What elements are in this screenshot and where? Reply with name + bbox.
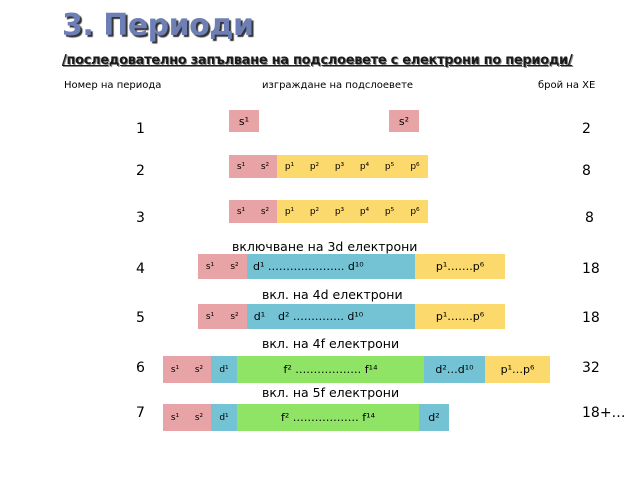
p2-cell: p² xyxy=(302,155,327,178)
period-number: 2 xyxy=(136,163,145,179)
d1-cell: d¹ xyxy=(247,304,272,329)
element-count: 2 xyxy=(582,121,591,137)
p-subshell-cell: p¹…….p⁶ xyxy=(415,254,505,279)
s1-cell: s¹ xyxy=(229,155,253,178)
note-4f: вкл. на 4f електрони xyxy=(262,336,400,351)
p5-cell: p⁵ xyxy=(377,200,402,223)
header-count: брой на ХЕ xyxy=(538,80,596,91)
s2-cell: s² xyxy=(253,200,277,223)
element-count: 8 xyxy=(585,210,594,226)
s2-cell: s² xyxy=(187,356,211,383)
header-filling: изграждане на подслоевете xyxy=(262,80,414,91)
note-4d: вкл. на 4d електрони xyxy=(262,287,403,302)
p3-cell: p³ xyxy=(327,200,352,223)
d-subshell-cell: d¹ ……….……….. d¹⁰ xyxy=(247,254,415,279)
s1-cell: s¹ xyxy=(229,200,253,223)
period-number: 1 xyxy=(136,121,145,137)
element-count: 18+… xyxy=(582,405,626,421)
p4-cell: p⁴ xyxy=(352,155,377,178)
s1-cell: s¹ xyxy=(163,404,187,431)
p2-cell: p² xyxy=(302,200,327,223)
s2-cell: s² xyxy=(222,254,247,279)
header-period: Номер на периода xyxy=(64,80,162,91)
p6-cell: p⁶ xyxy=(402,155,428,178)
p-subshell-cell: p¹…p⁶ xyxy=(485,356,550,383)
s1-cell: s¹ xyxy=(198,304,222,329)
period-number: 3 xyxy=(136,210,145,226)
d-subshell-cell: d² xyxy=(419,404,449,431)
d-subshell-cell: d²…d¹⁰ xyxy=(424,356,485,383)
element-count: 18 xyxy=(582,261,600,277)
s1-cell: s¹ xyxy=(198,254,222,279)
s1-cell: s¹ xyxy=(229,110,259,132)
p1-cell: p¹ xyxy=(277,200,302,223)
note-3d: включване на 3d електрони xyxy=(232,239,418,254)
page-subtitle: /последователно запълване на подслоевете с електрони по периоди/ xyxy=(62,53,573,68)
s2-cell: s² xyxy=(222,304,247,329)
page-title: 3. Периоди xyxy=(62,8,254,43)
element-count: 32 xyxy=(582,360,600,376)
note-5f: вкл. на 5f електрони xyxy=(262,385,400,400)
s2-cell: s² xyxy=(187,404,211,431)
p3-cell: p³ xyxy=(327,155,352,178)
f-subshell-cell: f² ……………… f¹⁴ xyxy=(237,356,424,383)
p5-cell: p⁵ xyxy=(377,155,402,178)
s2-cell: s² xyxy=(389,110,419,132)
s1-cell: s¹ xyxy=(163,356,187,383)
d1-cell: d¹ xyxy=(211,404,237,431)
element-count: 8 xyxy=(582,163,591,179)
period-number: 6 xyxy=(136,360,145,376)
p-subshell-cell: p¹…….p⁶ xyxy=(415,304,505,329)
p4-cell: p⁴ xyxy=(352,200,377,223)
period-number: 7 xyxy=(136,405,145,421)
period-number: 5 xyxy=(136,310,145,326)
p1-cell: p¹ xyxy=(277,155,302,178)
element-count: 18 xyxy=(582,310,600,326)
f-subshell-cell: f² ……………… f¹⁴ xyxy=(237,404,419,431)
p6-cell: p⁶ xyxy=(402,200,428,223)
s2-cell: s² xyxy=(253,155,277,178)
d1-cell: d¹ xyxy=(211,356,237,383)
d-subshell-cell: d² ………….. d¹⁰ xyxy=(272,304,415,329)
period-number: 4 xyxy=(136,261,145,277)
